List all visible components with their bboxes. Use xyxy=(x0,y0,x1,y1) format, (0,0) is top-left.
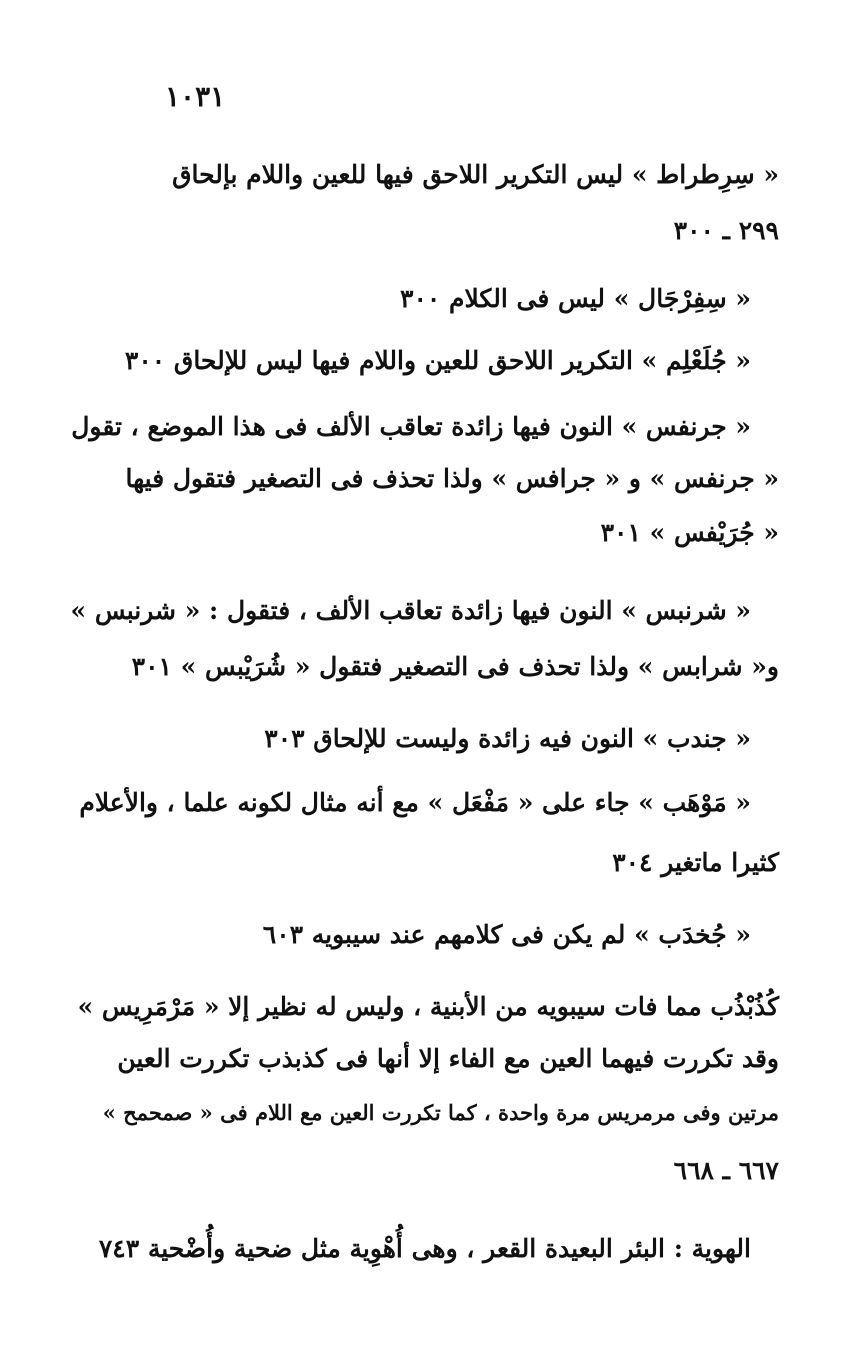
entry-line: ٦٦٧ ـ ٦٦٨ xyxy=(673,1156,779,1185)
entry-line: « سِرِطراط » ليس التكرير اللاحق فيها للعين واللام بإلحاق xyxy=(172,160,779,189)
entry-line: « جُلَعْلِم » التكرير اللاحق للعين واللام فيها ليس للإلحاق ٣٠٠ xyxy=(124,346,751,375)
entry-line: الهوية : البئر البعيدة القعر ، وهى أُهْوِية مثل ضحية وأُضْحية ٧٤٣ xyxy=(98,1234,751,1263)
entry-line: وقد تكررت فيهما العين مع الفاء إلا أنها فى كذبذب تكررت العين xyxy=(117,1044,779,1073)
entry-line: و« شرابس » ولذا تحذف فى التصغير فتقول « شُرَيْبس » ٣٠١ xyxy=(131,652,779,681)
entry-line: كثيرا ماتغير ٣٠٤ xyxy=(612,848,779,877)
entry-line: « مَوْهَب » جاء على « مَفْعَل » مع أنه مثال لكونه علما ، والأعلام xyxy=(79,788,751,817)
entry-line: « جُخدَب » لم يكن فى كلامهم عند سيبويه ٦٠٣ xyxy=(262,920,751,949)
entry-line: ٢٩٩ ـ ٣٠٠ xyxy=(673,216,779,245)
page-number: ١٠٣١ xyxy=(165,80,226,113)
entry-line: « جرنفس » النون فيها زائدة تعاقب الألف فى هذا الموضع ، تقول xyxy=(71,412,751,441)
entry-line: « جرنفس » و « جرافس » ولذا تحذف فى التصغير فتقول فيها xyxy=(125,464,779,493)
entry-line: « سِفِرْجَال » ليس فى الكلام ٣٠٠ xyxy=(400,284,751,313)
entry-line: « شرنبس » النون فيها زائدة تعاقب الألف ، فتقول : « شرنبس » xyxy=(70,596,751,625)
entry-line: « جندب » النون فيه زائدة وليست للإلحاق ٣٠٣ xyxy=(264,724,751,753)
entry-line: كُذُبْذُب مما فات سيبويه من الأبنية ، وليس له نظير إلا « مَرْمَرِيس » xyxy=(77,992,779,1021)
entry-line: مرتين وفى مرمريس مرة واحدة ، كما تكررت العين مع اللام فى « صمحمح » xyxy=(102,1100,779,1125)
entry-line: « جُرَيْفس » ٣٠١ xyxy=(600,518,779,547)
